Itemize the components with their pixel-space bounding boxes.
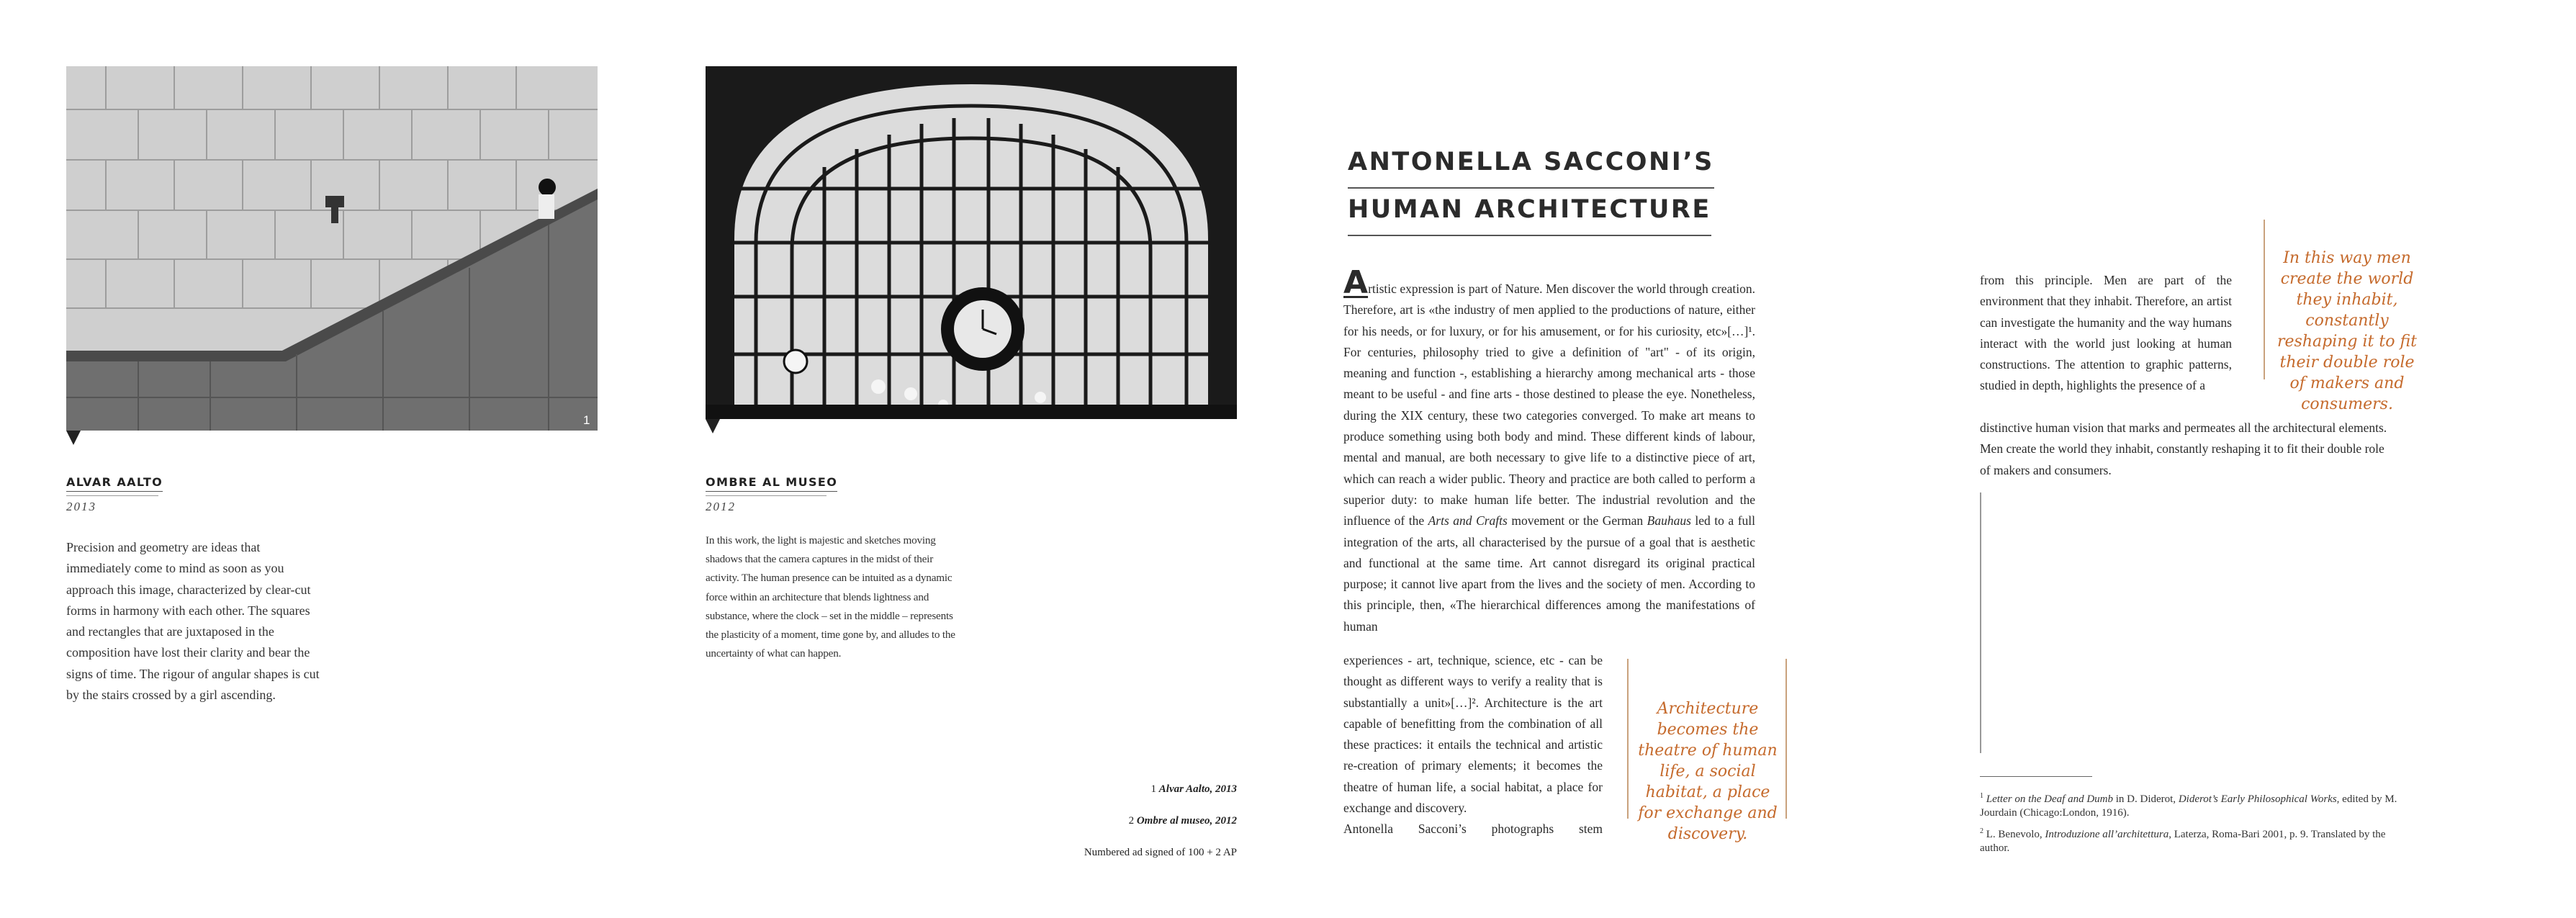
caption-alvar-aalto xyxy=(66,475,163,492)
pullquote-2-rule-left xyxy=(2264,220,2265,379)
pullquote-1-rule-left xyxy=(1627,659,1629,819)
article-title xyxy=(1348,141,1714,236)
credits-block xyxy=(965,773,1237,868)
caption-description: In this work, the light is majestic and sketches moving shadows that the camera captures in the midst of their activity. The human presence can be intuited as a dynamic force within an architecture that blends lightness and substance, where the clock – set in the middle – represents the plasticity of a moment, time gone by, and alludes to the uncertainty of what can happen. xyxy=(706,534,955,660)
credit-line-1: 1 Alvar Aalto, 2013 xyxy=(1150,783,1237,795)
footnote-2: $^2$ L. Benevolo, Introduzione all’architettura, Laterza, Roma-Bari 2001, p. 9. Translated by the author. xyxy=(1980,827,2386,854)
article-column-1-narrow: experiences - art, technique, science, etc - can be thought as different ways to verify a reality that is substantially a unit»[…]². Architecture is the art capable of benefitting from the combination of all these practices: it entails the technical and artistic re-creation of primary elements; it becomes the theatre of human life, a social habitat, a place for exchange and discovery. Antonella Sacconi’s photographs stem xyxy=(1343,653,1603,837)
caption-ombre-al-museo xyxy=(706,475,837,492)
caption-year: 2012 xyxy=(706,500,736,513)
footnote-divider xyxy=(1980,776,2092,777)
figure-number-1: 1 xyxy=(583,413,590,427)
column-divider xyxy=(1980,492,1981,753)
photo-ombre-al-museo xyxy=(706,66,1237,419)
drop-cap: A xyxy=(1343,264,1369,301)
photo-alvar-aalto xyxy=(66,66,598,431)
caption-divider xyxy=(706,495,827,496)
article-column-2: distinctive human vision that marks and permeates all the architectural elements. Men create the world they inhabit, constantly reshaping it to fit their double role of makers and consumers. xyxy=(1980,420,2387,477)
article-column-2-narrow: from this principle. Men are part of the environment that they inhabit. Therefore, an artist can investigate the humanity and the way humans interact with the world just looking at human constructions. The attention to graphic patterns, studied in depth, highlights the presence of a xyxy=(1980,273,2232,393)
caption-title: OMBRE AL MUSEO xyxy=(706,475,837,492)
footnotes xyxy=(1980,789,2397,860)
title-line-2: HUMAN ARCHITECTURE xyxy=(1348,189,1711,236)
figure-marker-2 xyxy=(706,419,720,433)
caption-title: ALVAR AALTO xyxy=(66,475,163,492)
pullquote-2: In this way men create the world they inhabit, constantly reshaping it to fit their double role of makers and consumers. xyxy=(2277,249,2417,413)
credit-line-2: 2 Ombre al museo, 2012 xyxy=(1128,815,1237,827)
caption-description: Precision and geometry are ideas that immediately come to mind as soon as you approach this image, characterized by clear-cut forms in harmony with each other. The squares and rectangles that are juxtaposed in the composition have lost their clarity and bear the signs of time. The rigour of angular shapes is cut by the stairs crossed by a girl ascending. xyxy=(66,540,320,703)
edition-note: Numbered ad signed of 100 + 2 AP xyxy=(1084,847,1237,858)
pullquote-1-rule-right xyxy=(1785,659,1787,819)
pullquote-1: Architecture becomes the theatre of human life, a social habitat, a place for exchange and discovery. xyxy=(1638,700,1778,843)
figure-marker-1 xyxy=(66,431,81,445)
article-column-1: Artistic expression is part of Nature. Men discover the world through creation. Therefore, art is «the industry of men applied to the productions of nature, either for his needs, or for luxury, or for his amusement, or for his curiosity, etc»[…]¹. For centuries, philosophy tried to give a definition of "art" - of its origin, meaning and function -, establishing a hierarchy among mechanical arts - those meant to be useful - and fine arts - those destined to please the eye. Nonetheless, during the XIX century, these two categories converged. To make art means to produce something using both body and mind. These different kinds of labour, mental and manual, are both necessary to give life to a distinctive piece of art, which can reach a wider public. Theory and practice are both called to perform a superior duty: to make human life better. The industrial revolution and the influence of the Arts and Crafts movement or the German Bauhaus led to a full integration of the arts, all characterised by the pursue of a goal that is aesthetic and functional at the same time. Art cannot disregard its original practical purpose; it cannot live apart from the lives and the society of men. According to this principle, then, «The hierarchical differences among the manifestations of human xyxy=(1343,264,1755,634)
caption-year: 2013 xyxy=(66,500,96,513)
footnote-1: $^1$ Letter on the Deaf and Dumb in D. Diderot, Diderot’s Early Philosophical Works, edited by M. Jourdain (Chicago:London, 1916). xyxy=(1980,792,2397,819)
caption-divider xyxy=(66,495,158,496)
title-line-1: ANTONELLA SACCONI’S xyxy=(1348,141,1714,189)
